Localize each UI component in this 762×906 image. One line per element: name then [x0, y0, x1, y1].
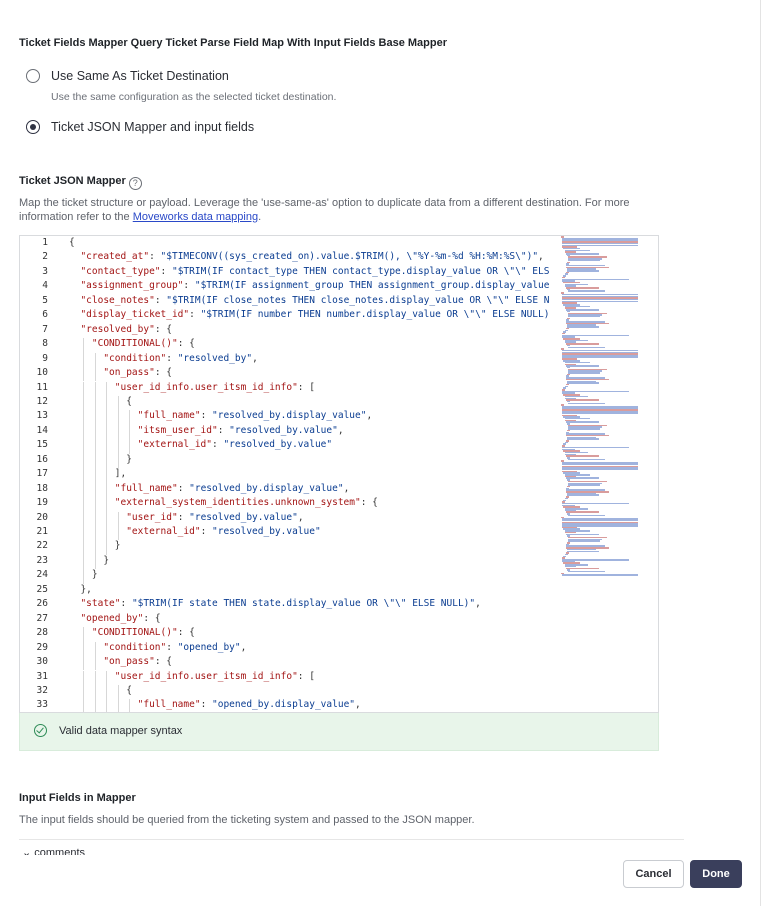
indent-guide — [106, 526, 107, 540]
indent-guide — [83, 699, 84, 712]
input-fields-title: Input Fields in Mapper — [19, 792, 136, 804]
line-number: 18 — [36, 482, 48, 494]
indent-guide — [83, 497, 84, 511]
minimap-row — [566, 568, 599, 570]
code-line[interactable]: { — [69, 395, 132, 407]
line-number: 15 — [36, 439, 48, 451]
line-number: 10 — [36, 367, 48, 379]
indent-guide — [106, 512, 107, 526]
done-button[interactable]: Done — [690, 860, 742, 888]
indent-guide — [83, 627, 84, 641]
indent-guide — [83, 410, 84, 424]
indent-guide — [83, 685, 84, 699]
indent-guide — [83, 367, 84, 381]
line-number: 32 — [36, 684, 48, 696]
minimap-row — [567, 494, 599, 496]
validation-status — [19, 713, 659, 751]
validation-message: Valid data mapper syntax — [59, 725, 183, 737]
option-help-text: Use the same configuration as the selected ticket destination. — [51, 91, 337, 103]
code-line[interactable]: "display_ticket_id": "$TRIM(IF number THEN number.display_value OR \"\" ELSE NULL) — [80, 309, 550, 321]
line-number: 4 — [42, 280, 48, 292]
line-number: 11 — [36, 381, 48, 393]
minimap-row — [568, 428, 600, 430]
indent-guide — [83, 353, 84, 367]
indent-guide — [118, 396, 119, 410]
line-number: 21 — [36, 526, 48, 537]
minimap-row — [567, 270, 599, 272]
indent-guide — [95, 685, 96, 699]
line-number: 1 — [42, 237, 48, 248]
indent-guide — [118, 685, 119, 699]
indent-guide — [95, 642, 96, 656]
radio-unchecked-icon[interactable] — [26, 69, 40, 83]
code-line[interactable]: "user_id": "resolved_by.value", — [126, 511, 304, 523]
divider — [19, 839, 684, 840]
minimap-row — [567, 326, 599, 328]
indent-guide — [118, 439, 119, 453]
code-line[interactable]: }, — [69, 583, 92, 595]
indent-guide — [106, 410, 107, 424]
indent-guide — [83, 396, 84, 410]
code-line[interactable]: "CONDITIONAL()": { — [91, 627, 195, 639]
code-line[interactable]: "condition": "resolved_by", — [103, 352, 258, 364]
line-number: 5 — [42, 294, 48, 306]
line-number: 24 — [36, 569, 48, 581]
input-field-item[interactable] — [22, 846, 85, 855]
indent-guide — [106, 699, 107, 712]
code-minimap[interactable] — [561, 236, 649, 581]
minimap-row — [568, 459, 605, 461]
line-number: 13 — [36, 410, 48, 422]
minimap-row — [566, 455, 599, 457]
code-line[interactable]: "opened_by": { — [80, 612, 161, 624]
code-line[interactable]: } — [69, 453, 132, 465]
minimap-row — [566, 253, 599, 255]
indent-guide — [129, 410, 130, 424]
indent-guide — [106, 685, 107, 699]
minimap-row — [567, 438, 599, 440]
code-line[interactable]: "external_id": "resolved_by.value" — [137, 439, 333, 451]
line-number: 16 — [36, 453, 48, 465]
indent-guide — [83, 671, 84, 685]
line-number: 20 — [36, 511, 48, 523]
indent-guide — [95, 367, 96, 381]
code-line[interactable]: "on_pass": { — [103, 656, 172, 668]
minimap-row — [566, 399, 599, 401]
indent-guide — [83, 555, 84, 569]
indent-guide — [118, 512, 119, 526]
code-line[interactable]: { — [69, 237, 75, 248]
code-line[interactable]: "external_system_identities.unknown_system": { — [114, 497, 378, 509]
indent-guide — [95, 555, 96, 569]
indent-guide — [106, 454, 107, 468]
indent-guide — [118, 454, 119, 468]
indent-guide — [95, 353, 96, 367]
code-line[interactable]: "user_id_info.user_itsm_id_info": [ — [114, 670, 315, 682]
option-json-mapper[interactable] — [26, 120, 254, 134]
indent-guide — [95, 454, 96, 468]
code-line[interactable]: "full_name": "resolved_by.display_value", — [137, 410, 373, 422]
indent-guide — [83, 439, 84, 453]
indent-guide — [95, 382, 96, 396]
code-line[interactable]: "close_notes": "$TRIM(IF close_notes THEN close_notes.display_value OR \"\" ELSE N — [80, 294, 550, 306]
minimap-row — [566, 477, 599, 479]
line-number: 12 — [36, 395, 48, 407]
indent-guide — [106, 468, 107, 482]
code-line[interactable]: "assignment_group": "$TRIM(IF assignment_group THEN assignment_group.display_value — [80, 280, 550, 292]
minimap-row — [568, 290, 605, 292]
minimap-row — [568, 347, 605, 349]
minimap-row — [568, 403, 605, 405]
indent-guide — [95, 497, 96, 511]
line-number: 6 — [42, 309, 48, 321]
input-fields-description: The input fields should be queried from the ticketing system and passed to the JSON mapper. — [19, 814, 475, 826]
indent-guide — [83, 382, 84, 396]
code-line[interactable]: "condition": "opened_by", — [103, 641, 247, 653]
line-number: 26 — [36, 598, 48, 610]
code-line[interactable]: "full_name": "opened_by.display_value", — [137, 699, 361, 711]
line-number-gutter — [20, 236, 58, 712]
indent-guide — [95, 483, 96, 497]
minimap-row — [566, 534, 599, 536]
indent-guide — [106, 439, 107, 453]
indent-guide — [83, 454, 84, 468]
line-number: 22 — [36, 540, 48, 552]
indent-guide — [95, 671, 96, 685]
indent-guide — [95, 410, 96, 424]
indent-guide — [83, 425, 84, 439]
indent-guide — [83, 569, 84, 583]
code-line[interactable]: { — [69, 684, 132, 696]
option-label: Ticket JSON Mapper and input fields — [51, 120, 255, 134]
code-line[interactable]: } — [69, 569, 98, 581]
indent-guide — [95, 512, 96, 526]
minimap-row — [567, 551, 599, 553]
indent-guide — [95, 540, 96, 554]
minimap-row — [566, 309, 599, 311]
indent-guide — [83, 468, 84, 482]
line-number: 28 — [36, 627, 48, 639]
line-number: 14 — [36, 424, 48, 436]
line-number: 8 — [42, 338, 48, 350]
chevron-down-icon[interactable]: ⌄ — [22, 847, 35, 855]
editor-scrollbar[interactable] — [648, 236, 658, 712]
indent-guide — [106, 425, 107, 439]
minimap-row — [568, 515, 605, 517]
line-number: 9 — [42, 352, 48, 364]
code-line[interactable]: } — [69, 540, 121, 552]
json-mapper-title-text: Ticket JSON Mapper — [19, 175, 126, 187]
indent-guide — [95, 526, 96, 540]
minimap-row — [567, 382, 599, 384]
option-label: Use Same As Ticket Destination — [51, 69, 229, 83]
indent-guide — [95, 699, 96, 712]
indent-guide — [106, 382, 107, 396]
code-line[interactable]: "resolved_by": { — [80, 323, 172, 335]
line-number: 33 — [36, 699, 48, 711]
code-line[interactable]: } — [69, 554, 110, 566]
minimap-row — [566, 421, 599, 423]
indent-guide — [106, 483, 107, 497]
code-line[interactable]: ], — [69, 468, 127, 480]
code-line[interactable]: "itsm_user_id": "resolved_by.value", — [137, 424, 344, 436]
help-icon[interactable]: ? — [129, 177, 142, 190]
indent-guide — [129, 439, 130, 453]
indent-guide — [95, 468, 96, 482]
code-area[interactable] — [69, 236, 559, 712]
minimap-row — [568, 540, 600, 542]
indent-guide — [83, 656, 84, 670]
code-line[interactable]: "state": "$TRIM(IF state THEN state.display_value OR \"\" ELSE NULL)", — [80, 598, 481, 610]
minimap-row — [566, 343, 599, 345]
json-mapper-description — [19, 197, 659, 224]
minimap-row — [568, 316, 600, 318]
minimap-row — [568, 260, 600, 262]
minimap-row — [568, 372, 600, 374]
code-line[interactable]: "full_name": "resolved_by.display_value", — [114, 482, 350, 494]
indent-guide — [83, 526, 84, 540]
minimap-row — [562, 574, 638, 576]
indent-guide — [118, 425, 119, 439]
moveworks-data-mapping-link[interactable]: Moveworks data mapping — [132, 210, 259, 223]
minimap-row — [568, 571, 605, 573]
code-line[interactable]: "on_pass": { — [103, 367, 172, 379]
indent-guide — [118, 526, 119, 540]
indent-guide — [106, 497, 107, 511]
minimap-row — [568, 484, 600, 486]
code-line[interactable]: "external_id": "resolved_by.value" — [126, 526, 321, 537]
indent-guide — [95, 396, 96, 410]
line-number: 3 — [42, 265, 48, 277]
json-mapper-title — [19, 175, 142, 190]
radio-checked-icon[interactable] — [26, 120, 40, 134]
indent-guide — [83, 540, 84, 554]
option-use-same-as[interactable] — [26, 69, 229, 83]
json-code-editor[interactable] — [19, 235, 659, 713]
indent-guide — [106, 540, 107, 554]
code-line[interactable]: "contact_type": "$TRIM(IF contact_type THEN contact_type.display_value OR \"\" ELS — [80, 265, 550, 277]
line-number: 19 — [36, 497, 48, 509]
line-number: 27 — [36, 612, 48, 624]
code-line[interactable]: "user_id_info.user_itsm_id_info": [ — [114, 381, 315, 393]
indent-guide — [83, 642, 84, 656]
line-number: 23 — [36, 554, 48, 566]
line-number: 7 — [42, 323, 48, 335]
indent-guide — [95, 425, 96, 439]
line-number: 25 — [36, 583, 48, 595]
indent-guide — [83, 512, 84, 526]
code-line[interactable]: "created_at": "$TIMECONV((sys_created_on).value.$TRIM(), \"%Y-%m-%d %H:%M:%S\")", — [80, 251, 544, 263]
input-field-name: comments — [34, 847, 86, 855]
indent-guide — [118, 410, 119, 424]
minimap-row — [566, 365, 599, 367]
cancel-button[interactable]: Cancel — [623, 860, 684, 888]
code-line[interactable]: "CONDITIONAL()": { — [91, 338, 195, 350]
indent-guide — [106, 396, 107, 410]
indent-guide — [129, 425, 130, 439]
description-end: . — [258, 210, 262, 223]
minimap-row — [566, 511, 599, 513]
indent-guide — [118, 699, 119, 712]
indent-guide — [83, 338, 84, 352]
indent-guide — [95, 656, 96, 670]
check-circle-icon — [34, 724, 47, 737]
line-number: 30 — [36, 656, 48, 668]
indent-guide — [95, 439, 96, 453]
minimap-row — [566, 287, 599, 289]
line-number: 2 — [42, 251, 48, 263]
line-number: 29 — [36, 641, 48, 653]
indent-guide — [106, 671, 107, 685]
line-number: 17 — [36, 468, 48, 480]
page-title: Ticket Fields Mapper Query Ticket Parse Field Map With Input Fields Base Mapper — [19, 37, 447, 49]
indent-guide — [129, 699, 130, 712]
description-text: Map the ticket structure or payload. Leverage the 'use-same-as' option to duplicate data from a different destination. For more information refer to the — [19, 197, 630, 223]
line-number: 31 — [36, 670, 48, 682]
indent-guide — [83, 483, 84, 497]
